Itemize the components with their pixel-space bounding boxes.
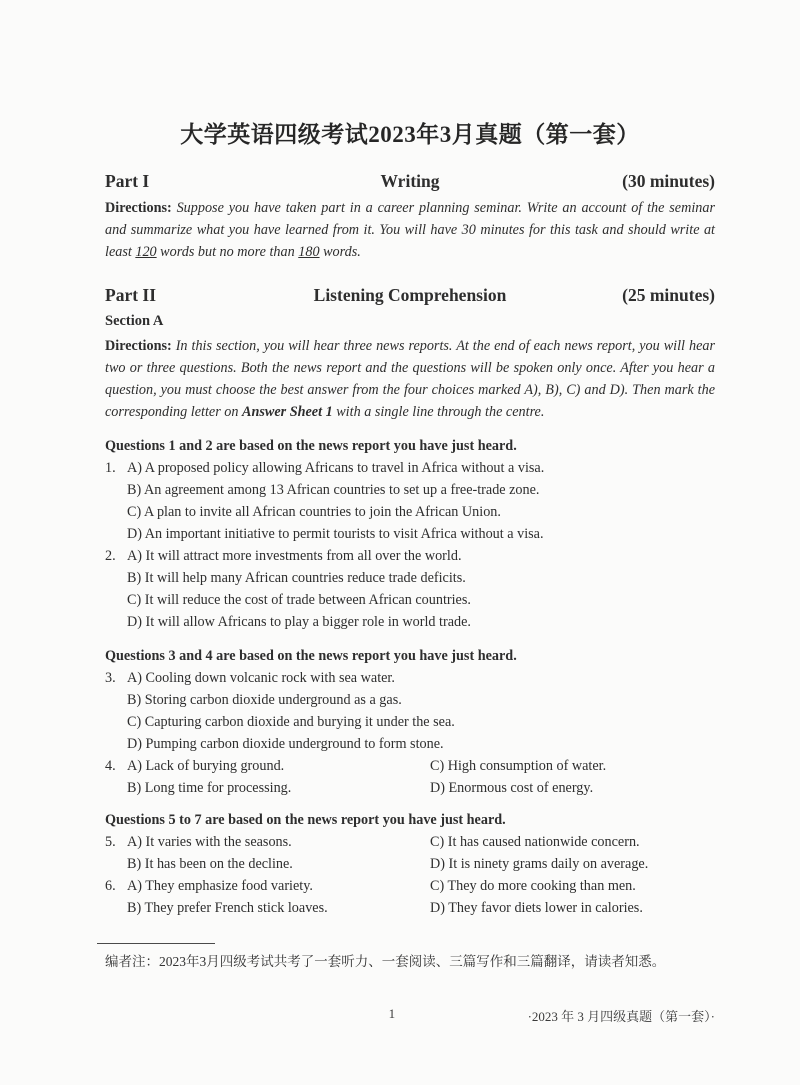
option: D) They favor diets lower in calories.	[430, 900, 643, 916]
footnote-divider	[97, 943, 215, 944]
question-3	[105, 667, 715, 755]
directions-text: Suppose you have taken part in a career planning seminar. Write an account of the seminar and summarize what you have learned from it. You will have 30 minutes for this task and should write at least	[105, 200, 715, 260]
option: A) A proposed policy allowing Africans to travel in Africa without a visa.	[127, 460, 545, 476]
footer-edition-text: ·2023 年 3 月四级真题（第一套）·	[527, 1009, 715, 1024]
question-group-heading-3: Questions 5 to 7 are based on the news report you have just heard.	[105, 812, 506, 828]
editor-note-label: 编者注：	[105, 954, 159, 969]
question-6	[105, 875, 715, 919]
option: B) Storing carbon dioxide underground as a gas.	[127, 692, 402, 708]
question-2	[105, 545, 715, 633]
editor-note	[105, 952, 715, 972]
directions-text: with a single line through the centre.	[332, 404, 545, 420]
option: A) Cooling down volcanic rock with sea water.	[127, 670, 395, 686]
option: C) A plan to invite all African countries to join the African Union.	[127, 504, 501, 520]
option: C) High consumption of water.	[430, 758, 607, 774]
option: D) An important initiative to permit tourists to visit Africa without a visa.	[127, 526, 544, 542]
option: C) Capturing carbon dioxide and burying it under the sea.	[127, 714, 455, 730]
answer-sheet-ref: Answer Sheet 1	[242, 404, 333, 420]
min-words-value: 120	[135, 244, 157, 260]
option: C) They do more cooking than men.	[430, 878, 636, 894]
part1-header	[105, 169, 715, 193]
option: A) It varies with the seasons.	[127, 834, 292, 850]
question-group-heading-1: Questions 1 and 2 are based on the news report you have just heard.	[105, 438, 517, 454]
directions-text: In this section, you will hear three news reports. At the end of each news report, you will hear two or three questions. Both the news report and the questions will be spoken only once. After you hear a question, you must choose the best answer from the four choices marked A), B), C) and D). Then mark the corresponding letter on	[105, 338, 715, 420]
option: A) They emphasize food variety.	[127, 878, 313, 894]
directions-text: words.	[319, 244, 361, 260]
part2-section	[105, 283, 715, 423]
option: C) It has caused nationwide concern.	[430, 834, 640, 850]
part2-title: Listening Comprehension	[313, 285, 507, 305]
option-list	[127, 755, 715, 799]
part1-section	[105, 169, 715, 263]
option: B) It will help many African countries reduce trade deficits.	[127, 570, 466, 586]
part1-duration: (30 minutes)	[622, 171, 715, 191]
page-number: 1	[388, 1006, 396, 1021]
directions-text: words but no more than	[156, 244, 299, 260]
question-number: 1.	[105, 460, 116, 476]
option: D) It will allow Africans to play a bigger role in world trade.	[127, 614, 471, 630]
question-number: 6.	[105, 878, 116, 894]
question-5	[105, 831, 715, 875]
part2-header	[105, 283, 715, 307]
part1-title: Writing	[380, 171, 440, 191]
option: D) It is ninety grams daily on average.	[430, 856, 649, 872]
option-list	[127, 545, 715, 633]
option: B) Long time for processing.	[127, 780, 292, 796]
question-number: 2.	[105, 548, 116, 564]
option-list	[127, 831, 715, 875]
option-list	[127, 875, 715, 919]
option-list	[127, 457, 715, 545]
option: D) Enormous cost of energy.	[430, 780, 594, 796]
option: C) It will reduce the cost of trade between African countries.	[127, 592, 471, 608]
part1-label: Part I	[105, 171, 150, 191]
option: B) They prefer French stick loaves.	[127, 900, 328, 916]
directions-label: Directions:	[105, 200, 172, 216]
question-number: 3.	[105, 670, 116, 686]
option: A) It will attract more investments from all over the world.	[127, 548, 462, 564]
part2-directions	[105, 335, 715, 423]
part2-label: Part II	[105, 285, 157, 305]
question-4	[105, 755, 715, 799]
max-words-value: 180	[298, 244, 320, 260]
editor-note-text: 2023年3月四级考试共考了一套听力、一套阅读、三篇写作和三篇翻译，请读者知悉。	[159, 954, 666, 969]
question-1	[105, 457, 715, 545]
question-group-heading-2: Questions 3 and 4 are based on the news report you have just heard.	[105, 648, 517, 664]
part1-directions	[105, 197, 715, 263]
part2-duration: (25 minutes)	[622, 285, 715, 305]
option: A) Lack of burying ground.	[127, 758, 285, 774]
section-a-label: Section A	[105, 313, 164, 329]
question-number: 4.	[105, 758, 116, 774]
option-list	[127, 667, 715, 755]
option: B) An agreement among 13 African countries to set up a free-trade zone.	[127, 482, 540, 498]
directions-label: Directions:	[105, 338, 172, 354]
page-title: 大学英语四级考试2023年3月真题（第一套）	[180, 122, 640, 147]
question-number: 5.	[105, 834, 116, 850]
option: D) Pumping carbon dioxide underground to form stone.	[127, 736, 444, 752]
option: B) It has been on the decline.	[127, 856, 293, 872]
page-footer	[105, 1006, 715, 1026]
